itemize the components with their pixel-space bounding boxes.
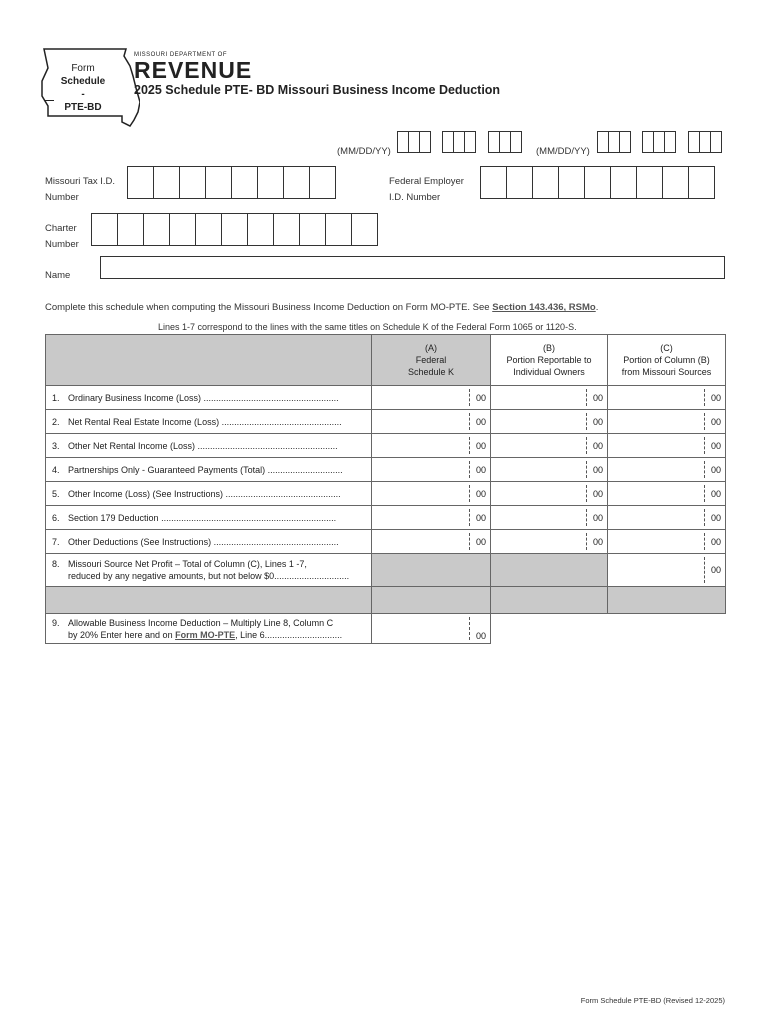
- schedule-word: Schedule -: [60, 76, 106, 100]
- form-id-block: [58, 62, 108, 114]
- form-word: Form: [71, 63, 95, 74]
- footer-revision: Form Schedule PTE-BD (Revised 12-2025): [580, 996, 725, 1005]
- name-input[interactable]: [100, 256, 725, 279]
- line-description: 3. Other Net Rental Income (Loss) ........................................................: [46, 434, 372, 458]
- begin-date-year[interactable]: [489, 131, 522, 153]
- digit-cell[interactable]: [351, 213, 378, 246]
- line-description: 6. Section 179 Deduction ......................................................................: [46, 506, 372, 530]
- line-3-col-b-input[interactable]: 00: [491, 434, 608, 458]
- table-row: [46, 506, 726, 530]
- digit-cell[interactable]: [273, 213, 300, 246]
- digit-cell[interactable]: [325, 213, 352, 246]
- digit-cell[interactable]: [127, 166, 154, 199]
- line-9-description: 9. Allowable Business Income Deduction – Multiply Line 8, Column C by 20% Enter here and on Form MO-PTE, Line 6...............................: [46, 614, 372, 644]
- fein-input[interactable]: [481, 166, 715, 199]
- digit-cell[interactable]: [283, 166, 310, 199]
- mo-tax-id-input[interactable]: [128, 166, 336, 199]
- digit-cell[interactable]: [662, 166, 689, 199]
- end-date-day[interactable]: [643, 131, 676, 153]
- line-2-col-a-input[interactable]: 00: [372, 410, 491, 434]
- digit-cell[interactable]: [143, 213, 170, 246]
- line-9-col-a-input[interactable]: 00: [372, 614, 491, 644]
- line-5-col-a-input[interactable]: 00: [372, 482, 491, 506]
- line-8-col-a-shaded: [372, 554, 491, 587]
- digit-cell[interactable]: [221, 213, 248, 246]
- table-row: [46, 530, 726, 554]
- digit-cell[interactable]: [195, 213, 222, 246]
- table-row: [46, 434, 726, 458]
- digit-cell[interactable]: [169, 213, 196, 246]
- spacer-row-shaded: [46, 587, 372, 614]
- digit-cell[interactable]: [532, 166, 559, 199]
- line-1-col-b-input[interactable]: 00: [491, 386, 608, 410]
- digit-cell[interactable]: [506, 166, 533, 199]
- line-1-col-c-input[interactable]: 00: [608, 386, 726, 410]
- digit-cell[interactable]: [558, 166, 585, 199]
- line-3-col-c-input[interactable]: 00: [608, 434, 726, 458]
- column-c-header: (C) Portion of Column (B) from Missouri Sources: [608, 335, 726, 386]
- table-row: [46, 386, 726, 410]
- begin-date-label: (MM/DD/YY): [337, 146, 391, 157]
- revenue-logo: REVENUE: [134, 57, 253, 83]
- line-2-col-b-input[interactable]: 00: [491, 410, 608, 434]
- name-label: Name: [45, 270, 71, 281]
- line-4-col-c-input[interactable]: 00: [608, 458, 726, 482]
- digit-cell[interactable]: [299, 213, 326, 246]
- table-row: [46, 410, 726, 434]
- line-5-col-c-input[interactable]: 00: [608, 482, 726, 506]
- form-id: PTE-BD: [64, 102, 102, 113]
- line-8-description: 8. Missouri Source Net Profit – Total of Column (C), Lines 1 -7, reduced by any negative amounts, but not below $0..............................: [46, 554, 372, 587]
- charter-label: Charter Number: [45, 223, 79, 250]
- line-6-col-a-input[interactable]: 00: [372, 506, 491, 530]
- charter-number-input[interactable]: [92, 213, 378, 246]
- line-1-col-a-input[interactable]: 00: [372, 386, 491, 410]
- line-4-col-a-input[interactable]: 00: [372, 458, 491, 482]
- digit-cell[interactable]: [480, 166, 507, 199]
- line-8-col-c-input[interactable]: 00: [608, 554, 726, 587]
- begin-date-day[interactable]: [443, 131, 476, 153]
- line-3-col-a-input[interactable]: 00: [372, 434, 491, 458]
- line-2-col-c-input[interactable]: 00: [608, 410, 726, 434]
- end-date-label: (MM/DD/YY): [536, 146, 590, 157]
- digit-cell[interactable]: [610, 166, 637, 199]
- begin-date-month[interactable]: [398, 131, 431, 153]
- digit-cell[interactable]: [257, 166, 284, 199]
- section-link[interactable]: Section 143.436, RSMo: [492, 302, 596, 313]
- column-a-header: (A) Federal Schedule K: [372, 335, 491, 386]
- header-blank: [46, 335, 372, 386]
- page-title: 2025 Schedule PTE- BD Missouri Business Income Deduction: [134, 83, 501, 97]
- line-description: 1. Ordinary Business Income (Loss) ......................................................: [46, 386, 372, 410]
- digit-cell[interactable]: [117, 213, 144, 246]
- line-description: 5. Other Income (Loss) (See Instructions) ..............................................: [46, 482, 372, 506]
- line-description: 4. Partnerships Only - Guaranteed Payments (Total) ..............................: [46, 458, 372, 482]
- line-4-col-b-input[interactable]: 00: [491, 458, 608, 482]
- digit-cell[interactable]: [584, 166, 611, 199]
- line-5-col-b-input[interactable]: 00: [491, 482, 608, 506]
- end-date-month[interactable]: [598, 131, 631, 153]
- digit-cell[interactable]: [153, 166, 180, 199]
- line-8-col-b-shaded: [491, 554, 608, 587]
- digit-cell[interactable]: [309, 166, 336, 199]
- line-7-col-a-input[interactable]: 00: [372, 530, 491, 554]
- line-6-col-b-input[interactable]: 00: [491, 506, 608, 530]
- mo-tax-id-label: Missouri Tax I.D. Number: [45, 176, 116, 203]
- line-7-col-c-input[interactable]: 00: [608, 530, 726, 554]
- schedule-table: [45, 334, 726, 644]
- dept-line: MISSOURI DEPARTMENT OF: [134, 52, 228, 58]
- line-description: 2. Net Rental Real Estate Income (Loss) ................................................: [46, 410, 372, 434]
- digit-cell[interactable]: [205, 166, 232, 199]
- table-row: [46, 458, 726, 482]
- instructions-text: Complete this schedule when computing the Missouri Business Income Deduction on Form MO-PTE. See Section 143.436, RSMo.: [45, 302, 599, 313]
- line-6-col-c-input[interactable]: 00: [608, 506, 726, 530]
- form-id-rule: [44, 100, 54, 101]
- correspond-note: Lines 1-7 correspond to the lines with the same titles on Schedule K of the Federal Form 1065 or 1120-S.: [158, 322, 577, 332]
- end-date-year[interactable]: [689, 131, 722, 153]
- fein-label: Federal Employer I.D. Number: [389, 176, 464, 203]
- digit-cell[interactable]: [91, 213, 118, 246]
- digit-cell[interactable]: [179, 166, 206, 199]
- digit-cell[interactable]: [231, 166, 258, 199]
- digit-cell[interactable]: [688, 166, 715, 199]
- form-mo-pte-link[interactable]: Form MO-PTE: [175, 629, 236, 640]
- digit-cell[interactable]: [247, 213, 274, 246]
- digit-cell[interactable]: [636, 166, 663, 199]
- line-7-col-b-input[interactable]: 00: [491, 530, 608, 554]
- column-b-header: (B) Portion Reportable to Individual Owners: [491, 335, 608, 386]
- table-row: [46, 482, 726, 506]
- line-description: 7. Other Deductions (See Instructions) ..................................................: [46, 530, 372, 554]
